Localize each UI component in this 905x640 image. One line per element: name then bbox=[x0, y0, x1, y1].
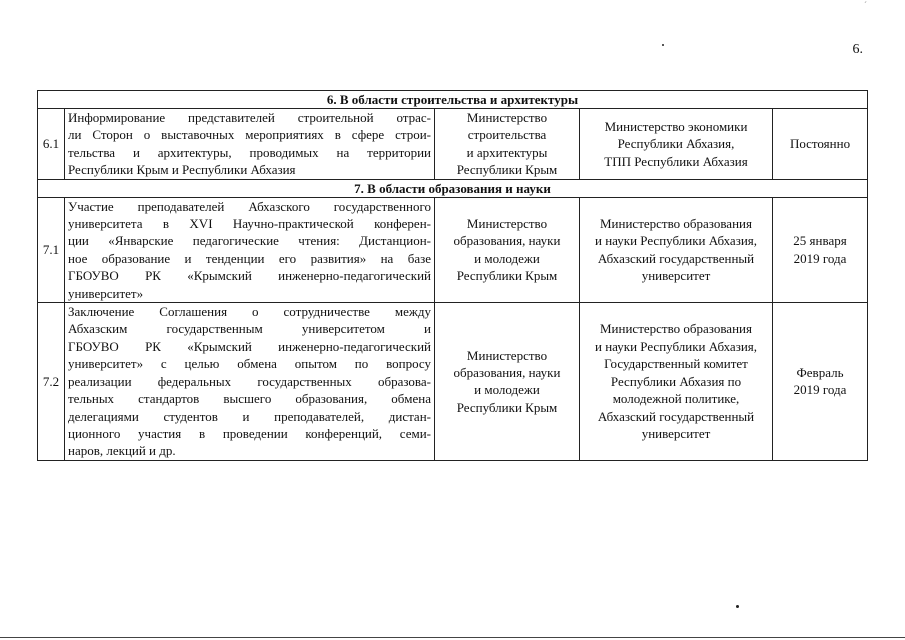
item-number: 6.1 bbox=[38, 109, 65, 180]
partner-line: и науки Республики Абхазия, bbox=[594, 338, 758, 354]
description-line: ционного участия в проведении конференций, семи- bbox=[68, 425, 431, 441]
item-number: 7.1 bbox=[38, 197, 65, 302]
executor-line: Министерство bbox=[466, 216, 548, 232]
deadline-line: 2019 года bbox=[793, 382, 847, 398]
scan-edge-line bbox=[0, 637, 905, 638]
description-line: Участие преподавателей Абхазского государственного bbox=[68, 198, 431, 214]
executor-line: Министерство bbox=[466, 110, 548, 125]
description-line: ГБОУВО РК «Крымский инженерно-педагогический bbox=[68, 338, 431, 354]
partner-line: Абхазский государственный bbox=[597, 408, 755, 424]
cooperation-plan-table bbox=[37, 90, 868, 461]
executor-line: Республики Крым bbox=[456, 162, 558, 178]
item-number: 7.2 bbox=[38, 303, 65, 461]
activity-description bbox=[65, 197, 435, 302]
description-line: университета в XVI Научно-практической конферен- bbox=[68, 216, 431, 232]
table-row bbox=[38, 109, 868, 180]
description-line: Республики Крым и Республики Абхазия bbox=[68, 162, 296, 178]
description-line: Заключение Соглашения о сотрудничестве между bbox=[68, 304, 431, 320]
activity-description bbox=[65, 303, 435, 461]
table-row bbox=[38, 197, 868, 302]
deadline-line: 2019 года bbox=[793, 250, 847, 266]
deadline-line: Постоянно bbox=[789, 136, 851, 152]
activity-description bbox=[65, 109, 435, 180]
description-line: ГБОУВО РК «Крымский инженерно-педагогический bbox=[68, 268, 431, 284]
description-line: тельства и архитектуры, проводимых на территории bbox=[68, 144, 431, 160]
section-title: 6. В области строительства и архитектуры bbox=[38, 91, 868, 109]
executor-line: и молодежи bbox=[474, 382, 540, 398]
description-line: реализации федеральных государственных образова- bbox=[68, 373, 431, 389]
deadline-line: 25 января bbox=[793, 233, 847, 249]
deadline bbox=[773, 197, 868, 302]
executor-line: и молодежи bbox=[474, 250, 540, 266]
responsible-executor bbox=[435, 109, 580, 180]
description-line: Абхазским государственным университетом и bbox=[68, 321, 431, 337]
partner-organization bbox=[580, 303, 773, 461]
description-line: наров, лекций и др. bbox=[68, 443, 176, 459]
responsible-executor bbox=[435, 197, 580, 302]
deadline-line: Февраль bbox=[796, 364, 844, 380]
description-line: университет» с целью обмена опытом по вопросу bbox=[68, 356, 431, 372]
page-number: 6. bbox=[852, 42, 863, 57]
description-line: ли Сторон о выставочных мероприятиях в сфере строи- bbox=[68, 127, 431, 143]
partner-organization bbox=[580, 109, 773, 180]
partner-line: Республики Абхазия, bbox=[617, 136, 735, 152]
description-line: тельных стандартов высшего образования, обмена bbox=[68, 391, 431, 407]
table-row bbox=[38, 303, 868, 461]
description-line: университет» bbox=[68, 285, 144, 301]
partner-line: университет bbox=[641, 268, 711, 284]
executor-line: строительства bbox=[467, 127, 547, 143]
executor-line: и архитектуры bbox=[466, 144, 548, 160]
description-line: ции «Январские педагогические чтения: Дистанцион- bbox=[68, 233, 431, 249]
executor-line: образования, науки bbox=[453, 364, 561, 380]
description-line: Информирование представителей строительной отрас- bbox=[68, 110, 431, 125]
partner-line: ТПП Республики Абхазия bbox=[604, 153, 748, 169]
scan-dot bbox=[736, 605, 739, 608]
scan-corner-mark: ´ bbox=[864, 0, 867, 10]
description-line: делегациями студентов и преподавателей, дистан- bbox=[68, 408, 431, 424]
partner-line: университет bbox=[641, 425, 711, 441]
partner-organization bbox=[580, 197, 773, 302]
executor-line: Республики Крым bbox=[456, 399, 558, 415]
scan-dot bbox=[662, 44, 664, 46]
partner-line: и науки Республики Абхазия, bbox=[594, 233, 758, 249]
responsible-executor bbox=[435, 303, 580, 461]
executor-line: образования, науки bbox=[453, 233, 561, 249]
partner-line: молодежной политике, bbox=[612, 391, 740, 407]
partner-line: Республики Абхазия по bbox=[610, 373, 742, 389]
partner-line: Министерство образования bbox=[600, 216, 752, 232]
section-header-row bbox=[38, 91, 868, 109]
partner-line: Государственный комитет bbox=[604, 356, 748, 372]
partner-line: Абхазский государственный bbox=[597, 250, 755, 266]
executor-line: Республики Крым bbox=[456, 268, 558, 284]
deadline bbox=[773, 303, 868, 461]
deadline bbox=[773, 109, 868, 180]
section-title: 7. В области образования и науки bbox=[38, 179, 868, 197]
partner-line: Министерство экономики bbox=[604, 118, 748, 134]
executor-line: Министерство bbox=[466, 347, 548, 363]
section-header-row bbox=[38, 179, 868, 197]
description-line: ное образование и тенденции его развития» на базе bbox=[68, 250, 431, 266]
partner-line: Министерство образования bbox=[600, 321, 752, 337]
